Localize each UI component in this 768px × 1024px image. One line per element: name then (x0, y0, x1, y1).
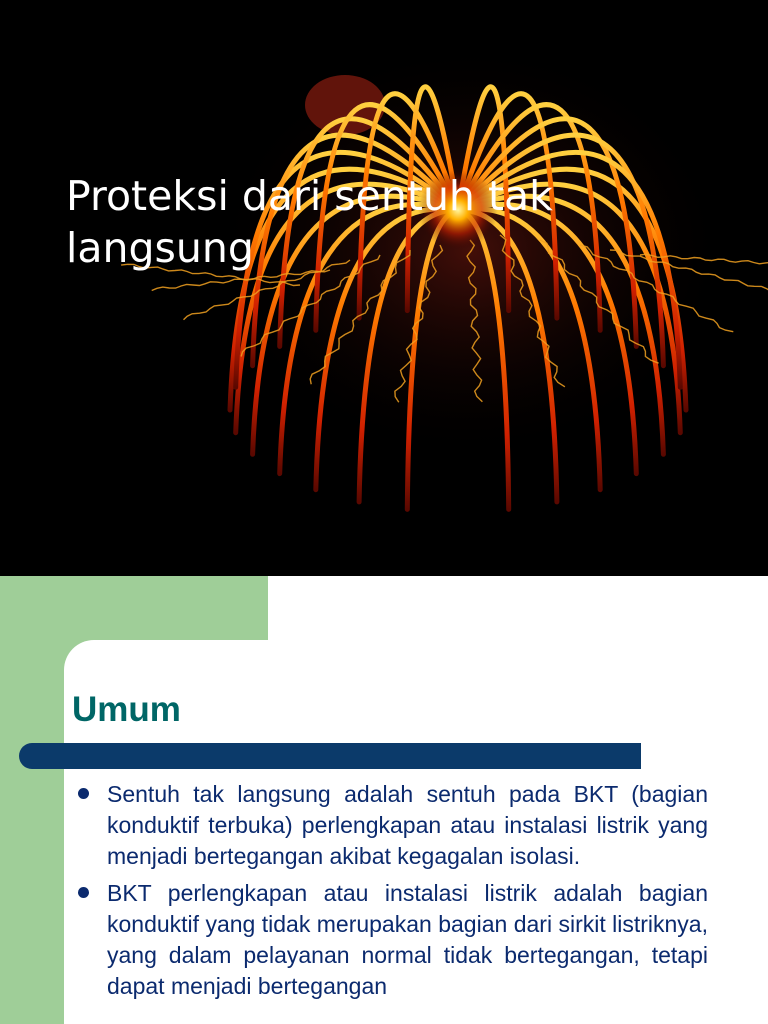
bullet-item (78, 878, 708, 1002)
bullet-list (78, 779, 708, 1008)
bullet-text: Sentuh tak langsung adalah sentuh pada BKT (bagian konduktif terbuka) perlengkapan atau instalasi listrik yang menjadi bertegangan akibat kegagalan isolasi. (107, 781, 708, 869)
bullet-item (78, 779, 708, 872)
bullet-dot-icon (78, 887, 89, 898)
section-heading: Umum (72, 690, 181, 729)
bullet-text: BKT perlengkapan atau instalasi listrik adalah bagian konduktif yang tidak merupakan bagian dari sirkit listriknya, yang dalam pelayanan normal tidak bertegangan, tetapi dapat menjadi bertegangan (107, 880, 708, 999)
content-slide (0, 576, 768, 1024)
bullet-dot-icon (78, 788, 89, 799)
heading-underline-bar (19, 743, 641, 769)
slide-title: Proteksi dari sentuh tak langsung (66, 172, 553, 272)
